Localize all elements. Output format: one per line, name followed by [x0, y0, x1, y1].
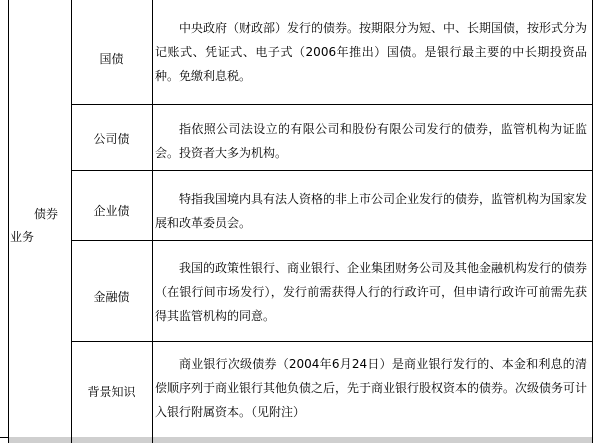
next-row-shade	[9, 437, 71, 443]
row-category-qiyezhai: 企业债	[93, 204, 130, 218]
row-description-jinrongzhai: 我国的政策性银行、商业银行、企业集团财务公司及其他金融机构发行的债券（在银行间市场发行），发行前需获得人行的行政许可，但申请行政许可前需先获得其监管机构的同意。	[155, 261, 588, 323]
row-divider	[71, 240, 593, 241]
row-description-guozhai: 中央政府（财政部）发行的债券。按期限分为短、中、长期国债，按形式分为记账式、凭证式、电子式（2006年推出）国债。是银行最主要的中长期投资品种。免缴利息税。	[155, 21, 588, 83]
table-border-col2	[152, 0, 153, 443]
next-row-shade	[153, 437, 592, 443]
section-label-line2: 业务	[10, 230, 35, 244]
next-row-shade	[72, 437, 152, 443]
row-divider	[71, 170, 593, 171]
row-description-beijingzhishi: 商业银行次级债券（2004年6月24日）是商业银行发行的、本金和利息的清偿顺序列于商业银行其他负债之后，先于商业银行股权资本的债券。次级债务可计入银行附属资本。（见附注）	[155, 357, 588, 419]
row-description-gongsizhai: 指依照公司法设立的有限公司和股份有限公司发行的债券，监管机构为证监会。投资者大多为机构。	[155, 122, 587, 160]
row-category-jinrongzhai: 金融债	[93, 290, 130, 304]
row-divider	[71, 104, 593, 105]
row-category-beijingzhishi: 背景知识	[87, 385, 136, 399]
section-label-line1: 债券	[34, 207, 59, 221]
row-category-guozhai: 国债	[99, 52, 124, 66]
row-description-qiyezhai: 特指我国境内具有法人资格的非上市公司企业发行的债券，监管机构为国家发展和改革委员会。	[155, 192, 588, 230]
row-category-gongsizhai: 公司债	[93, 132, 130, 146]
table-border-col1	[71, 0, 72, 443]
table-border-left	[8, 0, 9, 443]
row-divider	[71, 341, 593, 342]
